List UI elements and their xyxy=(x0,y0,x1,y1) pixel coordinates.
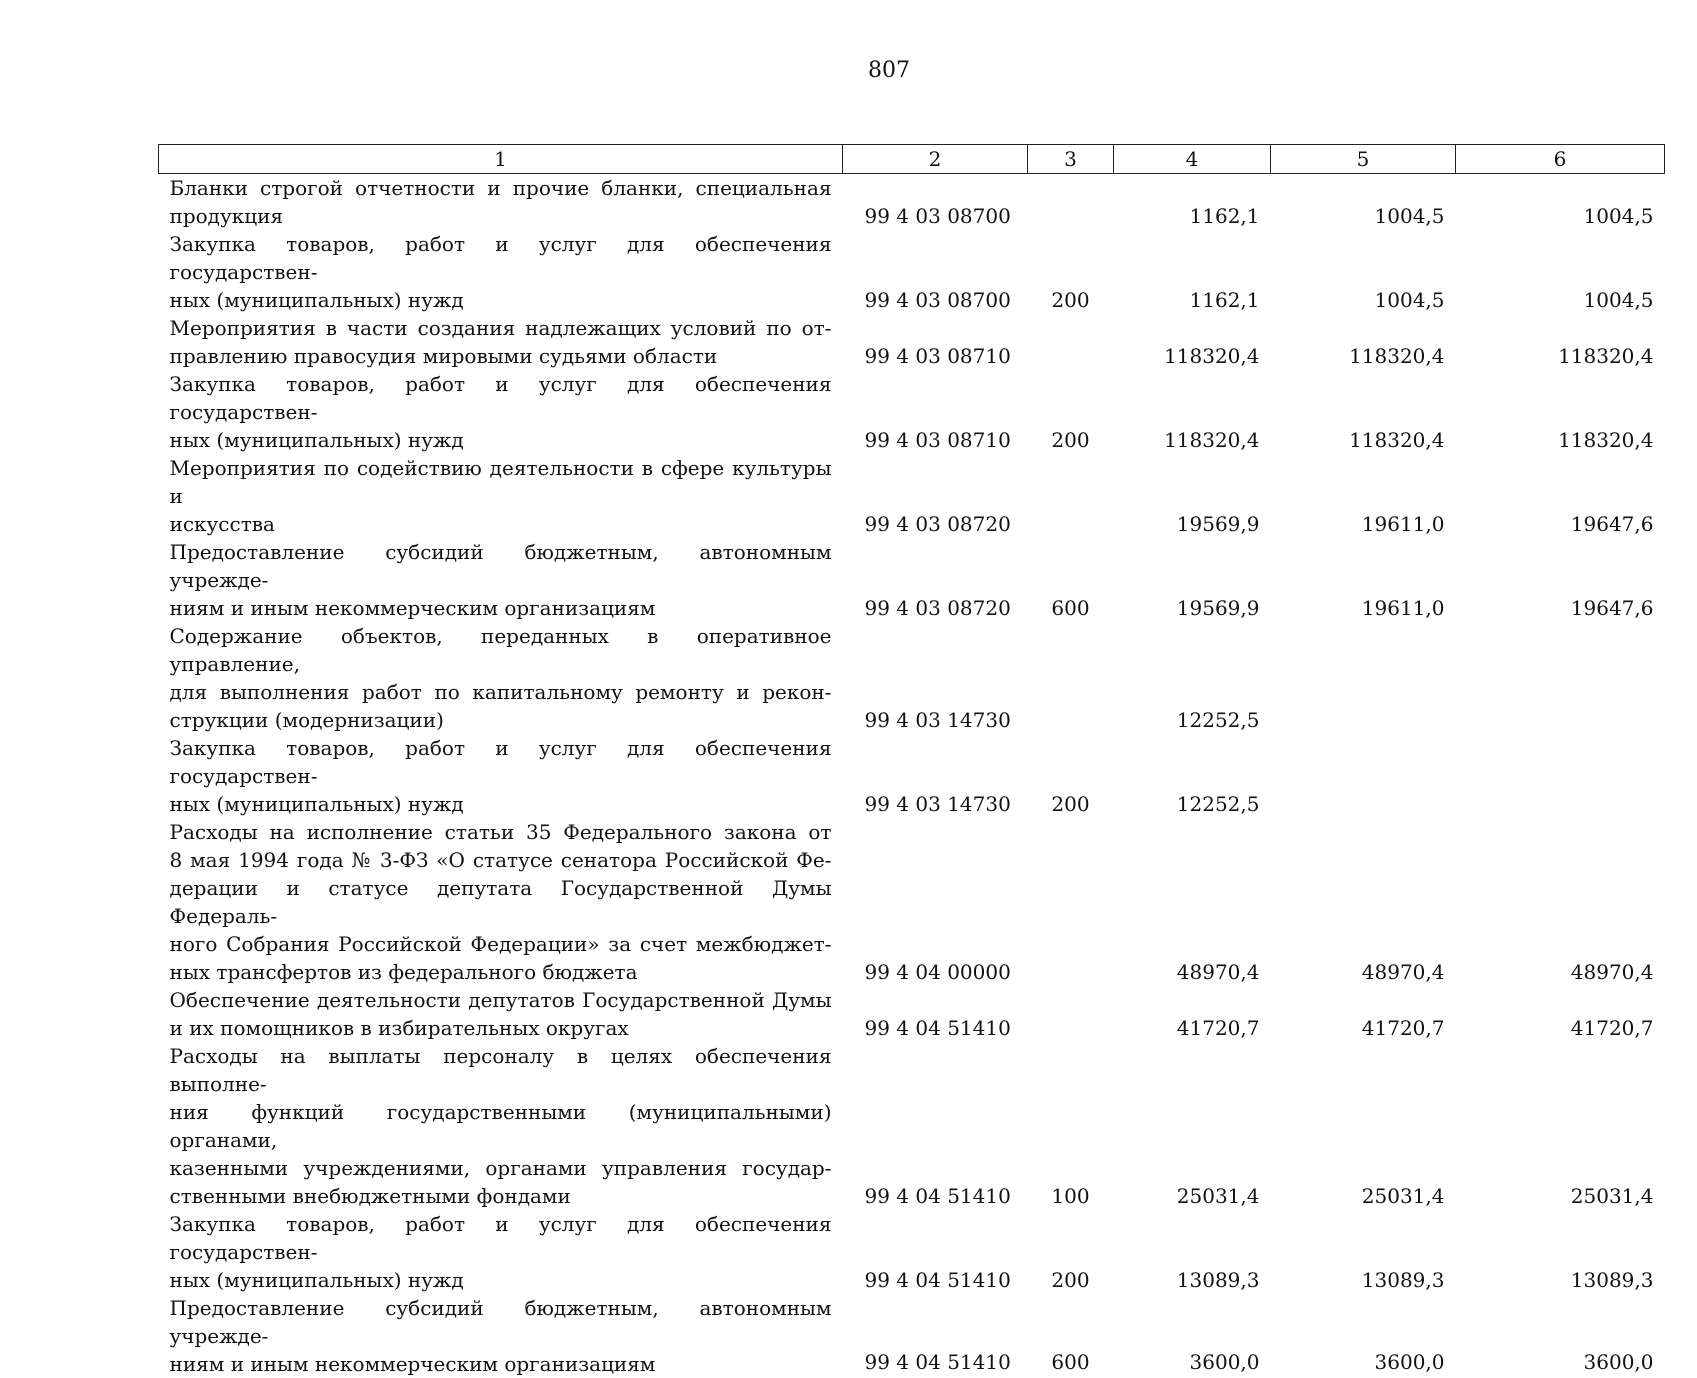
description-line: правлению правосудия мировыми судьями области xyxy=(170,342,832,370)
row-value-col4: 19569,9 xyxy=(1114,538,1271,622)
row-expense-type: 200 xyxy=(1028,230,1114,314)
table-header-row xyxy=(159,145,1665,174)
row-value-col6: 118320,4 xyxy=(1456,370,1665,454)
row-description xyxy=(159,734,843,818)
row-value-col6 xyxy=(1456,622,1665,734)
table-row xyxy=(159,986,1665,1042)
description-line: струкции (модернизации) xyxy=(170,706,832,734)
description-line: Закупка товаров, работ и услуг для обеспечения государствен- xyxy=(170,734,832,790)
table-row xyxy=(159,818,1665,986)
row-description xyxy=(159,1210,843,1294)
row-value-col6: 3600,0 xyxy=(1456,1294,1665,1378)
table-row xyxy=(159,230,1665,314)
description-line: ственными внебюджетными фондами xyxy=(170,1182,832,1210)
row-code: 99 4 03 08700 xyxy=(843,174,1028,231)
row-code: 99 4 03 14730 xyxy=(843,734,1028,818)
header-col-1: 1 xyxy=(159,145,843,174)
description-line: ных трансфертов из федерального бюджета xyxy=(170,958,832,986)
table-row xyxy=(159,1294,1665,1378)
table-row xyxy=(159,622,1665,734)
row-value-col6: 1004,5 xyxy=(1456,174,1665,231)
row-code: 99 4 03 08720 xyxy=(843,538,1028,622)
table-row xyxy=(159,734,1665,818)
description-line: искусства xyxy=(170,510,832,538)
row-description xyxy=(159,818,843,986)
row-value-col4: 12252,5 xyxy=(1114,622,1271,734)
description-line: казенными учреждениями, органами управления государ- xyxy=(170,1154,832,1182)
description-line: ния функций государственными (муниципальными) органами, xyxy=(170,1098,832,1154)
description-line: Предоставление субсидий бюджетным, автономным учрежде- xyxy=(170,1294,832,1350)
row-value-col5: 25031,4 xyxy=(1271,1042,1456,1210)
description-line: дерации и статусе депутата Государственной Думы Федераль- xyxy=(170,874,832,930)
row-value-col5: 13089,3 xyxy=(1271,1210,1456,1294)
row-description xyxy=(159,454,843,538)
row-description xyxy=(159,986,843,1042)
table-row xyxy=(159,454,1665,538)
table-row xyxy=(159,314,1665,370)
row-description xyxy=(159,538,843,622)
description-line: ных (муниципальных) нужд xyxy=(170,790,832,818)
row-value-col4: 12252,5 xyxy=(1114,734,1271,818)
description-line: Расходы на исполнение статьи 35 Федерального закона от xyxy=(170,818,832,846)
page-number: 807 xyxy=(0,58,1697,83)
row-value-col6: 19647,6 xyxy=(1456,538,1665,622)
header-col-3: 3 xyxy=(1028,145,1114,174)
description-line: продукция xyxy=(170,202,832,230)
description-line: ных (муниципальных) нужд xyxy=(170,1266,832,1294)
description-line: Обеспечение деятельности депутатов Государственной Думы xyxy=(170,986,832,1014)
row-expense-type: 200 xyxy=(1028,370,1114,454)
row-value-col4: 118320,4 xyxy=(1114,314,1271,370)
row-value-col4: 41720,7 xyxy=(1114,986,1271,1042)
row-value-col5: 1004,5 xyxy=(1271,230,1456,314)
row-description xyxy=(159,230,843,314)
description-line: Закупка товаров, работ и услуг для обеспечения государствен- xyxy=(170,370,832,426)
header-col-2: 2 xyxy=(843,145,1028,174)
description-line: Бланки строгой отчетности и прочие бланки, специальная xyxy=(170,174,832,202)
table-row xyxy=(159,1210,1665,1294)
description-line: Предоставление субсидий бюджетным, автономным учрежде- xyxy=(170,538,832,594)
row-description xyxy=(159,314,843,370)
row-value-col4: 3600,0 xyxy=(1114,1294,1271,1378)
description-line: ных (муниципальных) нужд xyxy=(170,426,832,454)
row-value-col4: 48970,4 xyxy=(1114,818,1271,986)
row-value-col5: 19611,0 xyxy=(1271,538,1456,622)
row-value-col5 xyxy=(1271,622,1456,734)
description-line: Мероприятия по содействию деятельности в сфере культуры и xyxy=(170,454,832,510)
row-expense-type xyxy=(1028,454,1114,538)
row-expense-type xyxy=(1028,986,1114,1042)
row-value-col6 xyxy=(1456,734,1665,818)
description-line: и их помощников в избирательных округах xyxy=(170,1014,832,1042)
row-value-col6: 48970,4 xyxy=(1456,818,1665,986)
row-value-col6: 118320,4 xyxy=(1456,314,1665,370)
row-value-col5: 48970,4 xyxy=(1271,818,1456,986)
header-col-6: 6 xyxy=(1456,145,1665,174)
header-col-5: 5 xyxy=(1271,145,1456,174)
description-line: для выполнения работ по капитальному ремонту и рекон- xyxy=(170,678,832,706)
table-row xyxy=(159,174,1665,231)
row-code: 99 4 03 14730 xyxy=(843,622,1028,734)
row-expense-type xyxy=(1028,314,1114,370)
row-code: 99 4 04 51410 xyxy=(843,1294,1028,1378)
row-value-col5: 3600,0 xyxy=(1271,1294,1456,1378)
row-code: 99 4 04 51410 xyxy=(843,1210,1028,1294)
row-value-col6: 13089,3 xyxy=(1456,1210,1665,1294)
description-line: ниям и иным некоммерческим организациям xyxy=(170,1350,832,1378)
description-line: 8 мая 1994 года № 3-ФЗ «О статусе сенатора Российской Фе- xyxy=(170,846,832,874)
row-expense-type: 100 xyxy=(1028,1042,1114,1210)
row-value-col4: 1162,1 xyxy=(1114,174,1271,231)
row-expense-type: 200 xyxy=(1028,1210,1114,1294)
row-expense-type xyxy=(1028,818,1114,986)
row-value-col5: 41720,7 xyxy=(1271,986,1456,1042)
row-value-col5: 19611,0 xyxy=(1271,454,1456,538)
row-expense-type: 600 xyxy=(1028,538,1114,622)
row-description xyxy=(159,1294,843,1378)
description-line: ниям и иным некоммерческим организациям xyxy=(170,594,832,622)
row-description xyxy=(159,622,843,734)
row-code: 99 4 03 08710 xyxy=(843,370,1028,454)
row-description xyxy=(159,370,843,454)
table-row xyxy=(159,370,1665,454)
row-value-col4: 25031,4 xyxy=(1114,1042,1271,1210)
table-row xyxy=(159,1042,1665,1210)
row-code: 99 4 04 51410 xyxy=(843,986,1028,1042)
row-value-col4: 1162,1 xyxy=(1114,230,1271,314)
row-value-col4: 19569,9 xyxy=(1114,454,1271,538)
row-value-col4: 118320,4 xyxy=(1114,370,1271,454)
row-value-col5: 118320,4 xyxy=(1271,314,1456,370)
row-value-col5: 118320,4 xyxy=(1271,370,1456,454)
description-line: ных (муниципальных) нужд xyxy=(170,286,832,314)
row-value-col6: 1004,5 xyxy=(1456,230,1665,314)
row-value-col6: 41720,7 xyxy=(1456,986,1665,1042)
budget-table xyxy=(158,144,1665,1378)
description-line: Мероприятия в части создания надлежащих условий по от- xyxy=(170,314,832,342)
row-expense-type: 200 xyxy=(1028,734,1114,818)
row-description xyxy=(159,174,843,231)
row-description xyxy=(159,1042,843,1210)
row-code: 99 4 03 08700 xyxy=(843,230,1028,314)
description-line: Расходы на выплаты персоналу в целях обеспечения выполне- xyxy=(170,1042,832,1098)
description-line: ного Собрания Российской Федерации» за счет межбюджет- xyxy=(170,930,832,958)
row-value-col6: 19647,6 xyxy=(1456,454,1665,538)
row-value-col5: 1004,5 xyxy=(1271,174,1456,231)
row-code: 99 4 03 08710 xyxy=(843,314,1028,370)
row-value-col6: 25031,4 xyxy=(1456,1042,1665,1210)
row-value-col5 xyxy=(1271,734,1456,818)
row-expense-type: 600 xyxy=(1028,1294,1114,1378)
row-value-col4: 13089,3 xyxy=(1114,1210,1271,1294)
row-code: 99 4 04 00000 xyxy=(843,818,1028,986)
header-col-4: 4 xyxy=(1114,145,1271,174)
row-code: 99 4 03 08720 xyxy=(843,454,1028,538)
description-line: Закупка товаров, работ и услуг для обеспечения государствен- xyxy=(170,230,832,286)
table-row xyxy=(159,538,1665,622)
description-line: Закупка товаров, работ и услуг для обеспечения государствен- xyxy=(170,1210,832,1266)
row-expense-type xyxy=(1028,174,1114,231)
table-body xyxy=(159,174,1665,1378)
row-code: 99 4 04 51410 xyxy=(843,1042,1028,1210)
row-expense-type xyxy=(1028,622,1114,734)
description-line: Содержание объектов, переданных в оперативное управление, xyxy=(170,622,832,678)
